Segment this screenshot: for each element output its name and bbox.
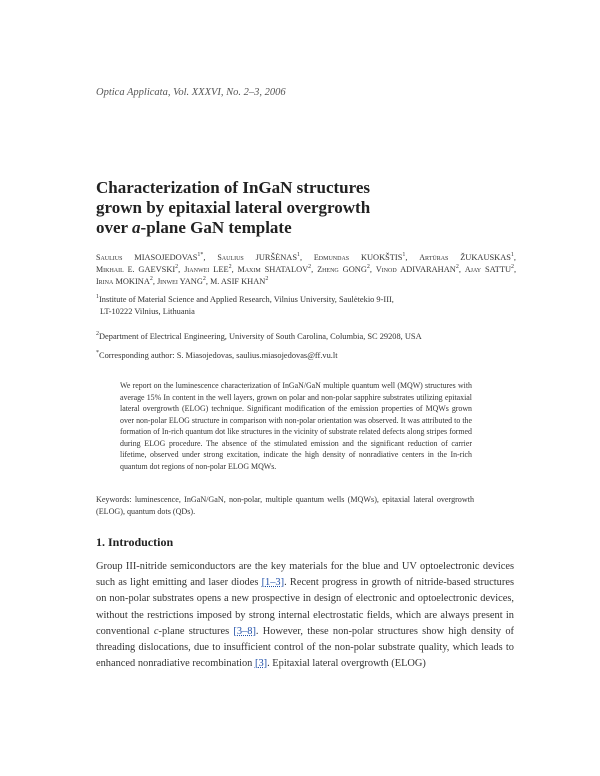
author-last-name: ADIVARAHAN <box>400 265 456 274</box>
author-item <box>184 265 233 274</box>
author-last-name: GAEVSKI <box>138 265 176 274</box>
affiliation-1-line-1: Institute of Material Science and Applied Research, Vilnius University, Saulėtekio 9-III, <box>99 295 394 304</box>
abstract: We report on the luminescence characterization of InGaN/GaN multiple quantum well (MQW) structures with average 15% In content in the well layers, grown on polar and non-polar sapphire substrates utilizing epitaxial lateral overgrowth (ELOG) technique. Significant modification of the emission properties of MQWs grown over non-polar ELOG structure in comparison with non-polar orientation was observed. It was attributed to the formation of In-rich quantum dot like structures in the vicinity of substrate related defects along stripes formed during ELOG procedure. The absence of the stimulated emission and the significant reduction of carrier lifetime, observed under strong excitation, indicate the high density of nonradiative centers in the In-rich quantum dot regions of non-polar ELOG MQWs. <box>120 381 472 471</box>
corresponding-author <box>96 350 516 362</box>
author-first-name: Irina <box>96 277 114 286</box>
intro-italic-c: c <box>153 625 159 637</box>
author-separator: , <box>231 265 234 274</box>
author-item <box>157 277 208 286</box>
author-item <box>376 265 461 274</box>
author-item <box>465 265 516 274</box>
affiliation-1-line-2: LT-10222 Vilnius, Lithuania <box>100 306 195 316</box>
author-item <box>96 253 206 262</box>
author-last-name: LEE <box>213 265 229 274</box>
author-item <box>238 265 314 274</box>
author-affiliation-marker: 2 <box>308 264 312 271</box>
title-line-2: grown by epitaxial lateral overgrowth <box>96 198 371 217</box>
affiliation-1-marker: 1 <box>96 294 99 301</box>
keywords <box>96 494 474 518</box>
intro-text-5: . Epitaxial lateral overgrowth (ELOG) <box>267 658 426 670</box>
paper-title <box>96 178 516 238</box>
journal-citation: Optica Applicata, Vol. XXXVI, No. 2–3, 2006 <box>96 87 286 98</box>
author-separator: , <box>300 253 303 262</box>
author-first-name: Artūras <box>419 253 449 262</box>
author-last-name: KUOKŠTIS <box>360 253 403 262</box>
author-item <box>96 277 155 286</box>
author-first-name: Maxim <box>237 265 261 274</box>
author-list <box>96 252 516 288</box>
title-line-3 <box>96 218 516 238</box>
author-separator: , <box>514 265 517 274</box>
affiliation-2-marker: 2 <box>96 331 99 338</box>
author-affiliation-marker: 2 <box>149 276 153 283</box>
author-item <box>317 265 372 274</box>
author-last-name: JURŠĖNAS <box>255 253 297 262</box>
author-first-name: Saulius <box>217 253 244 262</box>
author-item <box>419 253 516 262</box>
author-affiliation-marker: 2 <box>228 264 232 271</box>
section-heading-introduction <box>96 535 173 550</box>
intro-text-4: . However, these non-polar structures show high density of threading dislocations, due to insufficient control of the non-polar substrate quality, which leads to enhanced nonradiative recombination <box>96 625 514 670</box>
author-first-name: Mikhail E. <box>96 265 135 274</box>
author-first-name: Ajay <box>464 265 482 274</box>
author-last-name: YANG <box>179 277 203 286</box>
author-affiliation-marker: 1 <box>297 252 300 259</box>
author-affiliation-marker: 2 <box>366 264 370 271</box>
author-separator: , <box>152 277 155 286</box>
title-line-1: Characterization of InGaN structures <box>96 178 371 197</box>
reference-link-1-3[interactable]: [1–3] <box>261 577 285 589</box>
author-item <box>217 253 302 262</box>
keywords-label: Keywords: <box>96 495 132 504</box>
author-first-name: Zheng <box>317 265 339 274</box>
author-last-name: ASIF KHAN <box>220 277 266 286</box>
author-first-name: Jinwei <box>157 277 178 286</box>
affiliation-2 <box>96 331 516 343</box>
author-last-name: MIASOJEDOVAS <box>134 253 198 262</box>
author-first-name: Jianwei <box>184 265 210 274</box>
author-separator: , <box>311 265 314 274</box>
title-line-3-pre: over <box>96 218 133 237</box>
author-affiliation-marker: 2 <box>265 276 269 283</box>
author-affiliation-marker: 1* <box>197 252 204 259</box>
author-first-name: M. <box>210 277 220 286</box>
author-item <box>96 265 180 274</box>
reference-link-3-8[interactable]: [3–8] <box>233 625 256 637</box>
title-line-3-italic: a <box>132 218 141 237</box>
author-affiliation-marker: 2 <box>455 264 459 271</box>
intro-text-1: Group III-nitride semiconductors are the key materials for the blue and UV optoelectronic devices such as light emitting and laser diodes <box>96 561 514 589</box>
author-separator: , <box>178 265 181 274</box>
author-item <box>314 253 408 262</box>
author-separator: , <box>369 265 372 274</box>
affiliation-2-text: Department of Electrical Engineering, University of South Carolina, Columbia, SC 29208, USA <box>99 332 422 341</box>
author-last-name: MOKINA <box>115 277 150 286</box>
intro-text-3: -plane structures <box>158 625 234 637</box>
author-separator: , <box>405 253 408 262</box>
author-affiliation-marker: 2 <box>202 276 206 283</box>
section-number: 1. <box>96 535 105 549</box>
author-affiliation-marker: 2 <box>175 264 179 271</box>
author-separator: , <box>513 253 517 262</box>
author-separator: , <box>458 265 461 274</box>
intro-text-2: . Recent progress in growth of nitride-based structures on non-polar substrates opens a new prospective in design of electronic and optoelectronic devices, without the restrictions imposed by strong internal electrostatic fields, which are always present in conventional <box>96 577 514 637</box>
keywords-text: luminescence, InGaN/GaN, non-polar, multiple quantum wells (MQWs), epitaxial lateral overgrowth (ELOG), quantum dots (QDs). <box>96 495 474 516</box>
author-last-name: SHATALOV <box>264 265 309 274</box>
author-last-name: SATTU <box>484 265 512 274</box>
author-affiliation-marker: 1 <box>402 252 406 259</box>
author-first-name: Vinod <box>375 265 397 274</box>
author-affiliation-marker: 1 <box>510 252 514 259</box>
corresponding-marker: * <box>96 350 99 357</box>
author-first-name: Saulius <box>96 253 123 262</box>
author-last-name: GONG <box>342 265 367 274</box>
title-line-3-post: -plane GaN template <box>140 218 292 237</box>
affiliation-1 <box>96 294 516 317</box>
section-title: Introduction <box>108 535 174 549</box>
author-separator: , <box>203 253 206 262</box>
author-item <box>210 277 268 286</box>
corresponding-text: Corresponding author: S. Miasojedovas, saulius.miasojedovas@ff.vu.lt <box>99 351 338 360</box>
author-separator: , <box>205 277 208 286</box>
author-first-name: Edmundas <box>313 253 350 262</box>
author-affiliation-marker: 2 <box>511 264 515 271</box>
introduction-paragraph <box>96 559 514 672</box>
author-last-name: ŽUKAUSKAS <box>460 253 511 262</box>
reference-link-3[interactable]: [3] <box>254 658 268 670</box>
